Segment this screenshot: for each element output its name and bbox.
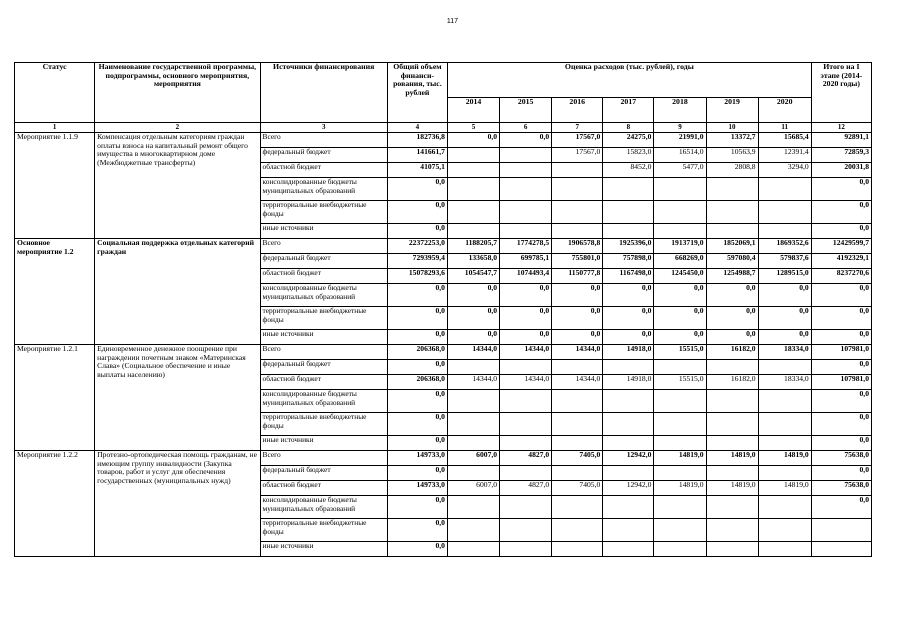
year-amount: 0,0: [552, 330, 603, 345]
funding-source: областной бюджет: [260, 375, 387, 390]
year-amount: 0,0: [552, 284, 603, 307]
year-amount: [447, 466, 499, 481]
funding-source: иные источники: [260, 436, 387, 451]
header-year: 2015: [500, 98, 552, 123]
stage-total-amount: 20031,8: [811, 163, 871, 178]
header-year: 2019: [706, 98, 758, 123]
year-amount: [500, 519, 552, 542]
total-amount: 0,0: [387, 542, 447, 557]
funding-source: территориальные внебюджетные фонды: [260, 519, 387, 542]
year-amount: 12391,4: [758, 148, 811, 163]
stage-total-amount: 0,0: [811, 201, 871, 224]
year-amount: 14344,0: [447, 345, 499, 360]
year-amount: [706, 360, 758, 375]
year-amount: [447, 178, 499, 201]
year-amount: 0,0: [654, 307, 706, 330]
total-amount: 206368,0: [387, 375, 447, 390]
funding-source: консолидированные бюджеты муниципальных образований: [260, 390, 387, 413]
row-measure-name: Компенсация отдельным категориям граждан оплаты взноса на капитальный ремонт общего имущества в многоквартирном доме (Межбюджетные трансферты): [95, 133, 260, 239]
year-amount: 1150777,8: [552, 269, 603, 284]
total-amount: 0,0: [387, 519, 447, 542]
funding-source: Всего: [260, 239, 387, 254]
year-amount: 17567,0: [552, 133, 603, 148]
year-amount: [447, 148, 499, 163]
stage-total-amount: 0,0: [811, 360, 871, 375]
year-amount: 0,0: [654, 284, 706, 307]
funding-source: Всего: [260, 133, 387, 148]
column-number: 10: [706, 123, 758, 133]
page-number: 117: [446, 18, 459, 25]
stage-total-amount: 0,0: [811, 178, 871, 201]
year-amount: [447, 390, 499, 413]
year-amount: [654, 466, 706, 481]
year-amount: [654, 178, 706, 201]
row-measure-name: Протезно-ортопедическая помощь гражданам, не имеющим группу инвалидности (Закупка товаров, работ и услуг для обеспечения государственных (муниципальных нужд): [95, 451, 260, 557]
stage-total-amount: 4192329,1: [811, 254, 871, 269]
stage-total-amount: 0,0: [811, 284, 871, 307]
year-amount: 21991,0: [654, 133, 706, 148]
year-amount: 0,0: [447, 284, 499, 307]
column-number: 2: [95, 123, 260, 133]
total-amount: 41075,1: [387, 163, 447, 178]
year-amount: 14344,0: [500, 345, 552, 360]
year-amount: [447, 163, 499, 178]
year-amount: [758, 519, 811, 542]
funding-source: консолидированные бюджеты муниципальных образований: [260, 496, 387, 519]
year-amount: 16182,0: [706, 345, 758, 360]
year-amount: 15685,4: [758, 133, 811, 148]
year-amount: 0,0: [706, 307, 758, 330]
year-amount: [552, 163, 603, 178]
year-amount: [447, 201, 499, 224]
year-amount: [552, 542, 603, 557]
budget-table: [14, 62, 872, 557]
header-stage-total: Итого на I этапе (2014-2020 годы): [811, 63, 871, 123]
funding-source: иные источники: [260, 224, 387, 239]
stage-total-amount: 72859,3: [811, 148, 871, 163]
year-amount: [500, 224, 552, 239]
table-row: [15, 451, 872, 466]
year-amount: 1289515,0: [758, 269, 811, 284]
year-amount: [758, 413, 811, 436]
year-amount: 18334,0: [758, 375, 811, 390]
total-amount: 0,0: [387, 360, 447, 375]
year-amount: [500, 178, 552, 201]
year-amount: 1925396,0: [603, 239, 654, 254]
year-amount: [447, 496, 499, 519]
year-amount: 1054547,7: [447, 269, 499, 284]
row-measure-name: Социальная поддержка отдельных категорий граждан: [95, 239, 260, 345]
year-amount: [552, 496, 603, 519]
total-amount: 0,0: [387, 201, 447, 224]
row-status: Мероприятие 1.2.1: [15, 345, 95, 451]
year-amount: 0,0: [500, 133, 552, 148]
total-amount: 0,0: [387, 466, 447, 481]
year-amount: 1074493,4: [500, 269, 552, 284]
header-year: 2017: [603, 98, 654, 123]
year-amount: 10563,9: [706, 148, 758, 163]
year-amount: [758, 496, 811, 519]
year-amount: [447, 224, 499, 239]
year-amount: [706, 178, 758, 201]
year-amount: [758, 224, 811, 239]
year-amount: 1188205,7: [447, 239, 499, 254]
column-numbers-row: [15, 123, 872, 133]
header-year: 2018: [654, 98, 706, 123]
total-amount: 149733,0: [387, 481, 447, 496]
funding-source: Всего: [260, 345, 387, 360]
year-amount: 699785,1: [500, 254, 552, 269]
year-amount: 0,0: [603, 284, 654, 307]
year-amount: 0,0: [654, 330, 706, 345]
total-amount: 206368,0: [387, 345, 447, 360]
funding-source: иные источники: [260, 330, 387, 345]
year-amount: [552, 519, 603, 542]
stage-total-amount: 75638,0: [811, 481, 871, 496]
year-amount: 6007,0: [447, 481, 499, 496]
year-amount: 24275,0: [603, 133, 654, 148]
stage-total-amount: 0,0: [811, 330, 871, 345]
funding-source: консолидированные бюджеты муниципальных образований: [260, 284, 387, 307]
year-amount: 668269,0: [654, 254, 706, 269]
year-amount: 0,0: [758, 330, 811, 345]
year-amount: [552, 413, 603, 436]
stage-total-amount: 0,0: [811, 496, 871, 519]
column-number: 7: [552, 123, 603, 133]
year-amount: [758, 390, 811, 413]
stage-total-amount: [811, 542, 871, 557]
column-number: 8: [603, 123, 654, 133]
total-amount: 0,0: [387, 307, 447, 330]
year-amount: [447, 542, 499, 557]
year-amount: [500, 496, 552, 519]
header-name: Наименование государственной программы, подпрограммы, основного мероприятия, мероприятия: [95, 63, 260, 123]
year-amount: [654, 519, 706, 542]
header-year: 2016: [552, 98, 603, 123]
table-row: [15, 133, 872, 148]
funding-source: федеральный бюджет: [260, 360, 387, 375]
year-amount: 1913719,0: [654, 239, 706, 254]
funding-source: федеральный бюджет: [260, 466, 387, 481]
year-amount: [654, 390, 706, 413]
year-amount: 14819,0: [654, 481, 706, 496]
stage-total-amount: 0,0: [811, 224, 871, 239]
year-amount: 0,0: [706, 284, 758, 307]
year-amount: [500, 163, 552, 178]
column-number: 3: [260, 123, 387, 133]
year-amount: [758, 360, 811, 375]
year-amount: 0,0: [552, 307, 603, 330]
row-status: Мероприятие 1.2.2: [15, 451, 95, 557]
header-estimate: Оценка расходов (тыс. рублей), годы: [447, 63, 811, 98]
year-amount: [706, 201, 758, 224]
funding-source: территориальные внебюджетные фонды: [260, 307, 387, 330]
year-amount: [706, 390, 758, 413]
total-amount: 182736,8: [387, 133, 447, 148]
funding-source: федеральный бюджет: [260, 148, 387, 163]
funding-source: консолидированные бюджеты муниципальных образований: [260, 178, 387, 201]
year-amount: [654, 360, 706, 375]
header-status: Статус: [15, 63, 95, 123]
year-amount: 579837,6: [758, 254, 811, 269]
year-amount: [758, 178, 811, 201]
year-amount: 4827,0: [500, 451, 552, 466]
year-amount: 15515,0: [654, 375, 706, 390]
year-amount: [706, 519, 758, 542]
year-amount: [447, 360, 499, 375]
year-amount: 12942,0: [603, 481, 654, 496]
year-amount: [603, 201, 654, 224]
stage-total-amount: 0,0: [811, 307, 871, 330]
year-amount: [500, 360, 552, 375]
year-amount: 14819,0: [706, 451, 758, 466]
row-status: Основное мероприятие 1.2: [15, 239, 95, 345]
year-amount: [758, 201, 811, 224]
year-amount: [603, 360, 654, 375]
total-amount: 0,0: [387, 178, 447, 201]
year-amount: [603, 224, 654, 239]
funding-source: областной бюджет: [260, 481, 387, 496]
funding-source: областной бюджет: [260, 163, 387, 178]
year-amount: 0,0: [447, 330, 499, 345]
header-row: [15, 63, 872, 98]
year-amount: [447, 519, 499, 542]
year-amount: 3294,0: [758, 163, 811, 178]
year-amount: 15823,0: [603, 148, 654, 163]
total-amount: 0,0: [387, 224, 447, 239]
column-number: 6: [500, 123, 552, 133]
row-status: Мероприятие 1.1.9: [15, 133, 95, 239]
year-amount: 4827,0: [500, 481, 552, 496]
year-amount: 755801,0: [552, 254, 603, 269]
year-amount: 1254988,7: [706, 269, 758, 284]
year-amount: [654, 201, 706, 224]
year-amount: 0,0: [758, 307, 811, 330]
total-amount: 7293959,4: [387, 254, 447, 269]
year-amount: [706, 466, 758, 481]
year-amount: [603, 413, 654, 436]
funding-source: территориальные внебюджетные фонды: [260, 413, 387, 436]
funding-source: территориальные внебюджетные фонды: [260, 201, 387, 224]
year-amount: 16182,0: [706, 375, 758, 390]
stage-total-amount: 12429599,7: [811, 239, 871, 254]
year-amount: 12942,0: [603, 451, 654, 466]
year-amount: [603, 436, 654, 451]
year-amount: 0,0: [500, 330, 552, 345]
total-amount: 141661,7: [387, 148, 447, 163]
table-row: [15, 239, 872, 254]
year-amount: 14344,0: [552, 345, 603, 360]
year-amount: 14819,0: [654, 451, 706, 466]
funding-source: областной бюджет: [260, 269, 387, 284]
column-number: 9: [654, 123, 706, 133]
stage-total-amount: 0,0: [811, 413, 871, 436]
year-amount: [758, 436, 811, 451]
year-amount: [552, 466, 603, 481]
year-amount: [603, 466, 654, 481]
year-amount: [500, 413, 552, 436]
year-amount: 0,0: [447, 133, 499, 148]
funding-source: иные источники: [260, 542, 387, 557]
year-amount: 14819,0: [758, 481, 811, 496]
year-amount: 14819,0: [758, 451, 811, 466]
year-amount: [552, 201, 603, 224]
year-amount: 17567,0: [552, 148, 603, 163]
funding-source: федеральный бюджет: [260, 254, 387, 269]
year-amount: 0,0: [447, 307, 499, 330]
column-number: 11: [758, 123, 811, 133]
year-amount: 0,0: [758, 284, 811, 307]
year-amount: [603, 390, 654, 413]
total-amount: 22372253,0: [387, 239, 447, 254]
stage-total-amount: 0,0: [811, 390, 871, 413]
year-amount: 16514,0: [654, 148, 706, 163]
total-amount: 15078293,6: [387, 269, 447, 284]
year-amount: 13372,7: [706, 133, 758, 148]
total-amount: 0,0: [387, 330, 447, 345]
year-amount: [500, 390, 552, 413]
year-amount: [654, 413, 706, 436]
header-year: 2014: [447, 98, 499, 123]
total-amount: 0,0: [387, 284, 447, 307]
stage-total-amount: 0,0: [811, 466, 871, 481]
header-source: Источники финансирования: [260, 63, 387, 123]
year-amount: 0,0: [706, 330, 758, 345]
year-amount: 133658,0: [447, 254, 499, 269]
year-amount: [552, 178, 603, 201]
stage-total-amount: 107981,0: [811, 375, 871, 390]
year-amount: [500, 542, 552, 557]
total-amount: 0,0: [387, 436, 447, 451]
row-measure-name: Единовременное денежное поощрение при награждении почетным знаком «Материнская Слава» (Социальное обеспечение и иные выплаты населению): [95, 345, 260, 451]
budget-body: [15, 133, 872, 557]
year-amount: [758, 466, 811, 481]
year-amount: [500, 148, 552, 163]
total-amount: 0,0: [387, 390, 447, 413]
year-amount: [500, 201, 552, 224]
year-amount: 14918,0: [603, 375, 654, 390]
stage-total-amount: 107981,0: [811, 345, 871, 360]
year-amount: [706, 413, 758, 436]
year-amount: [447, 413, 499, 436]
year-amount: [603, 519, 654, 542]
total-amount: 0,0: [387, 413, 447, 436]
stage-total-amount: 8237270,6: [811, 269, 871, 284]
year-amount: 1245450,0: [654, 269, 706, 284]
total-amount: 149733,0: [387, 451, 447, 466]
header-year: 2020: [758, 98, 811, 123]
year-amount: 5477,0: [654, 163, 706, 178]
year-amount: [706, 436, 758, 451]
column-number: 5: [447, 123, 499, 133]
year-amount: [552, 390, 603, 413]
year-amount: 6007,0: [447, 451, 499, 466]
year-amount: 1774278,5: [500, 239, 552, 254]
year-amount: [706, 224, 758, 239]
year-amount: [552, 224, 603, 239]
year-amount: 1167498,0: [603, 269, 654, 284]
year-amount: 757898,0: [603, 254, 654, 269]
year-amount: 1852069,1: [706, 239, 758, 254]
year-amount: 0,0: [500, 284, 552, 307]
year-amount: 0,0: [603, 307, 654, 330]
year-amount: 0,0: [500, 307, 552, 330]
year-amount: [500, 466, 552, 481]
year-amount: [447, 436, 499, 451]
year-amount: [603, 178, 654, 201]
year-amount: 597080,4: [706, 254, 758, 269]
year-amount: [552, 360, 603, 375]
year-amount: 14918,0: [603, 345, 654, 360]
column-number: 12: [811, 123, 871, 133]
year-amount: [654, 224, 706, 239]
year-amount: 14344,0: [447, 375, 499, 390]
year-amount: 0,0: [603, 330, 654, 345]
year-amount: 15515,0: [654, 345, 706, 360]
header-total: Общий объем финанси-рования, тыс. рублей: [387, 63, 447, 123]
year-amount: 7405,0: [552, 481, 603, 496]
stage-total-amount: 92891,1: [811, 133, 871, 148]
year-amount: 14344,0: [552, 375, 603, 390]
year-amount: [654, 496, 706, 519]
funding-source: Всего: [260, 451, 387, 466]
year-amount: [654, 436, 706, 451]
year-amount: [706, 542, 758, 557]
year-amount: [706, 496, 758, 519]
year-amount: 7405,0: [552, 451, 603, 466]
stage-total-amount: 0,0: [811, 436, 871, 451]
year-amount: 2808,8: [706, 163, 758, 178]
year-amount: 1906578,8: [552, 239, 603, 254]
year-amount: [758, 542, 811, 557]
table-row: [15, 345, 872, 360]
year-amount: 18334,0: [758, 345, 811, 360]
year-amount: 1869352,6: [758, 239, 811, 254]
year-amount: [603, 542, 654, 557]
year-amount: 14819,0: [706, 481, 758, 496]
year-amount: [654, 542, 706, 557]
total-amount: 0,0: [387, 496, 447, 519]
year-amount: 8452,0: [603, 163, 654, 178]
stage-total-amount: 75638,0: [811, 451, 871, 466]
column-number: 4: [387, 123, 447, 133]
column-number: 1: [15, 123, 95, 133]
year-amount: 14344,0: [500, 375, 552, 390]
year-amount: [500, 436, 552, 451]
year-amount: [603, 496, 654, 519]
stage-total-amount: [811, 519, 871, 542]
year-amount: [552, 436, 603, 451]
